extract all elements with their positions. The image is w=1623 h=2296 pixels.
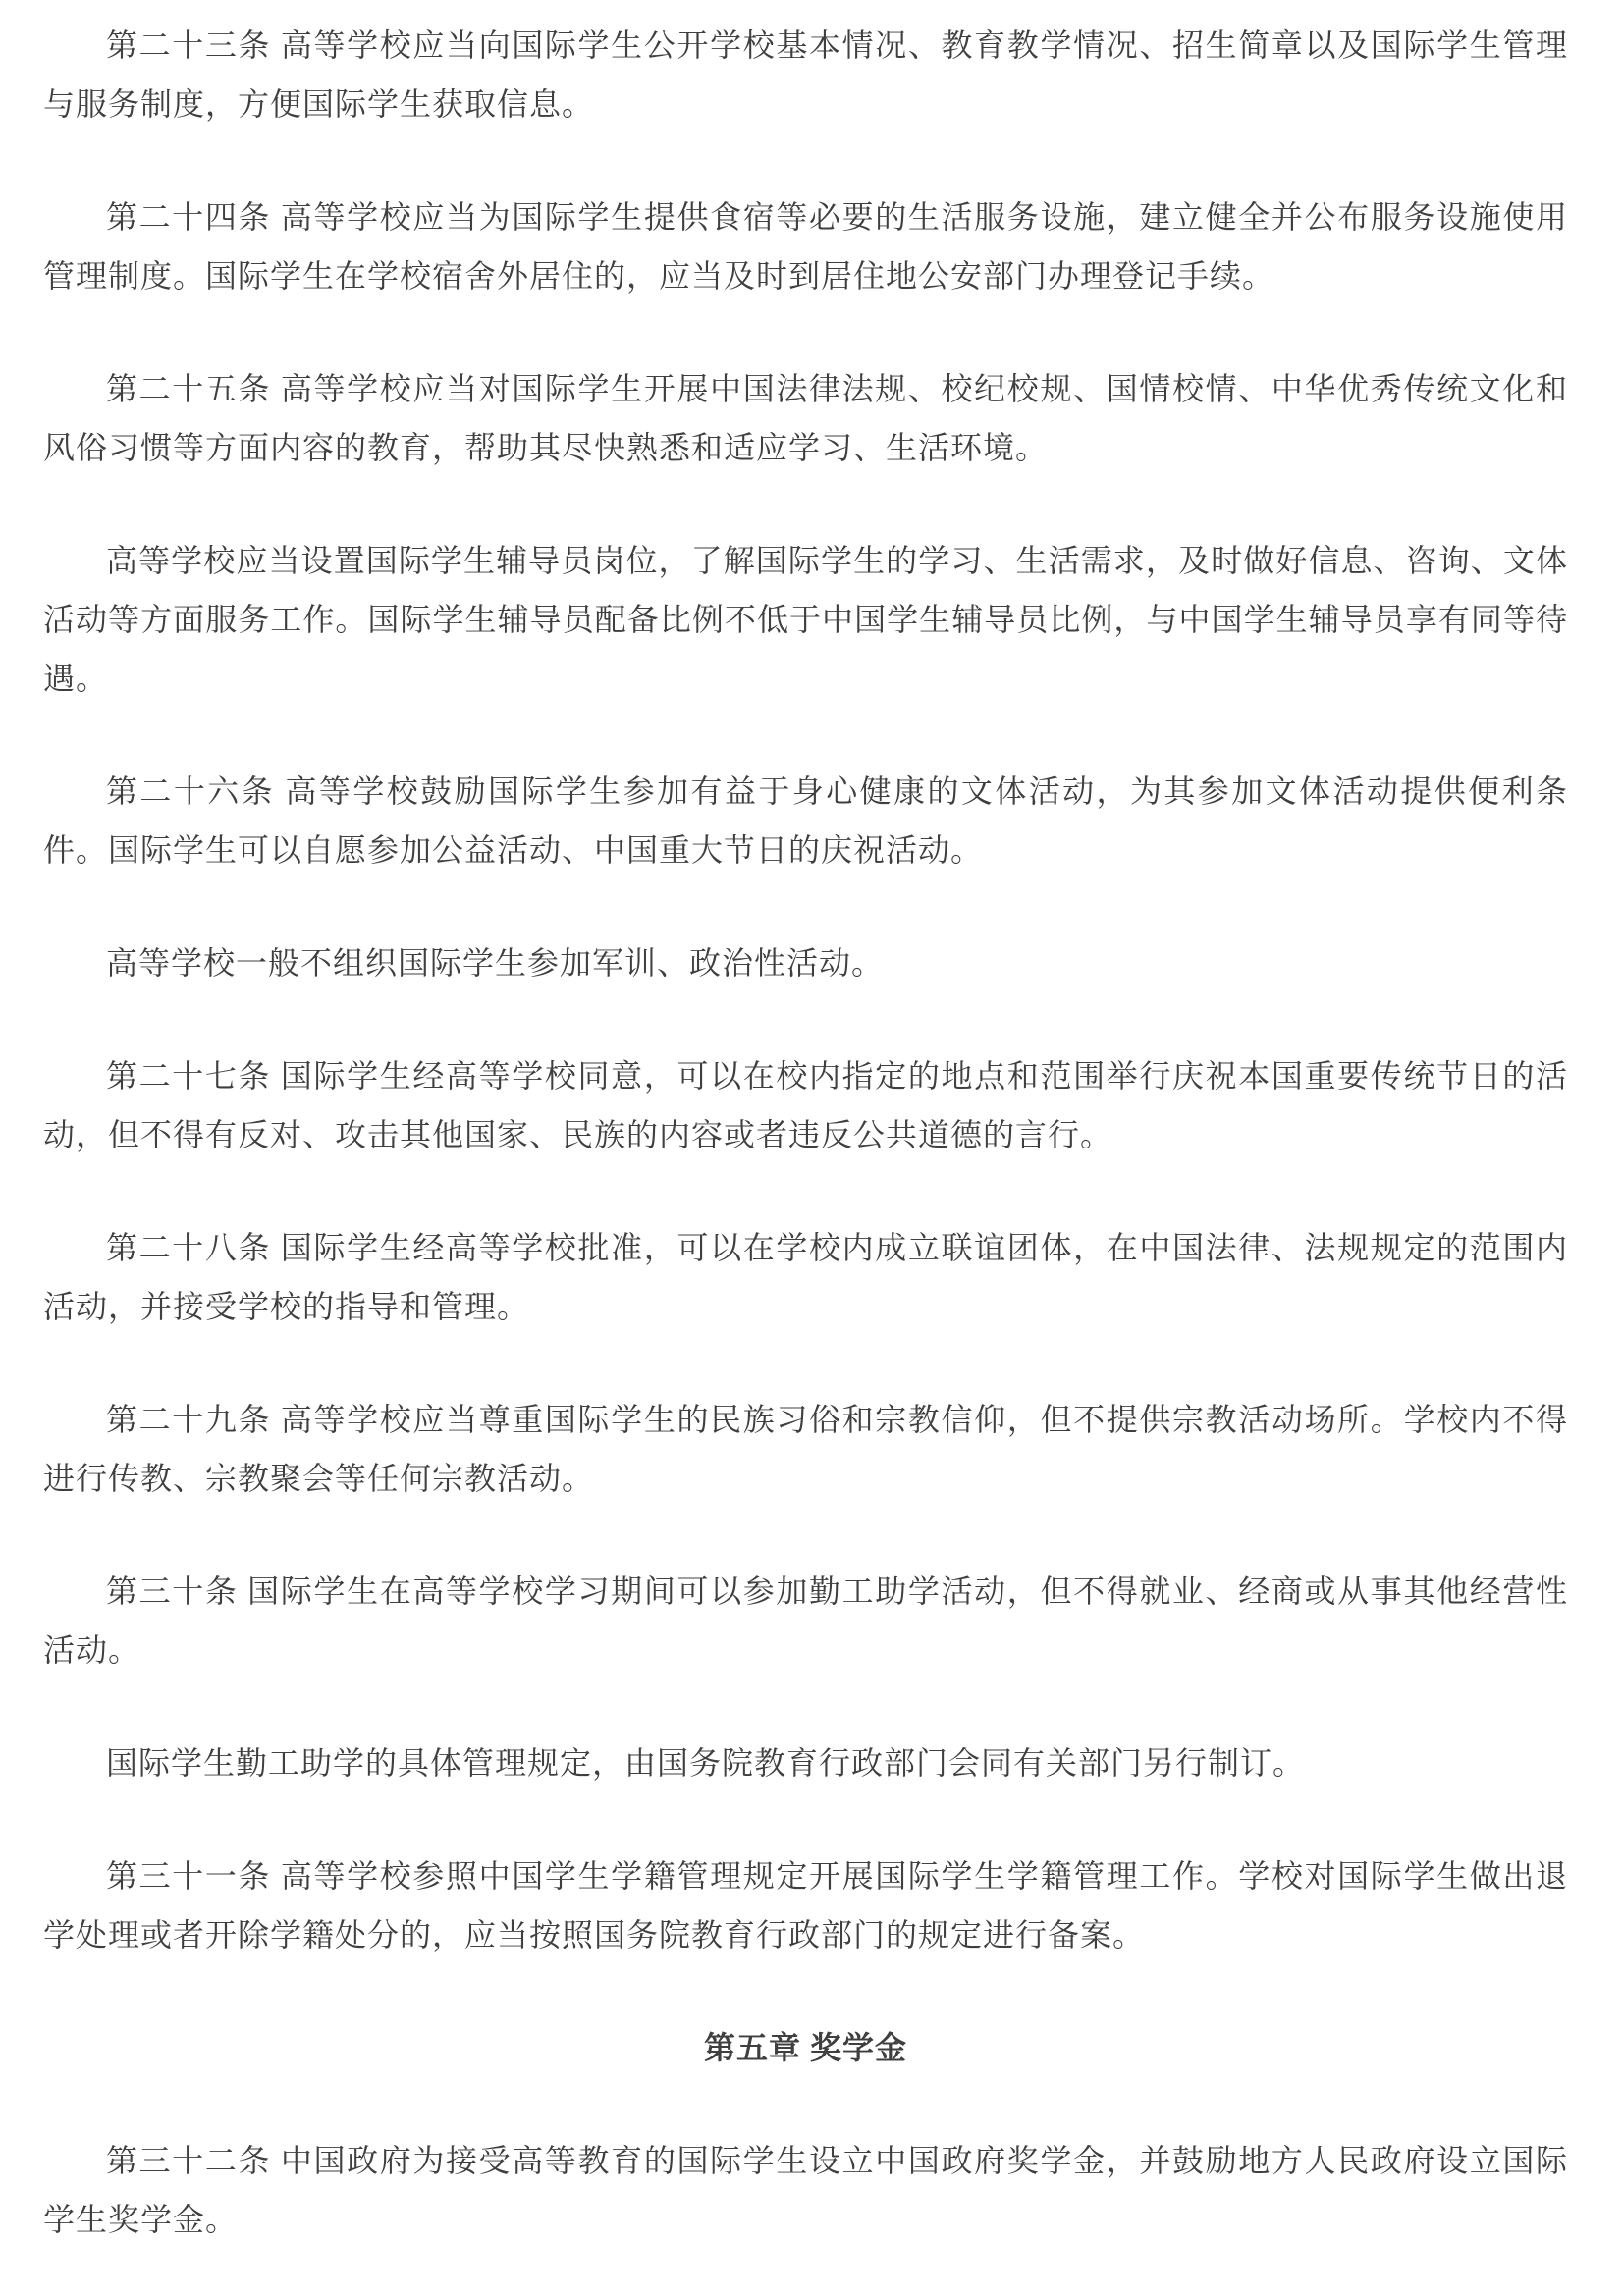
chapter-5-heading: 第五章 奖学金: [703, 2030, 907, 2065]
paragraph-article-28: 第二十八条 国际学生经高等学校批准，可以在学校内成立联谊团体，在中国法律、法规规定的范围内活动，并接受学校的指导和管理。: [43, 1230, 1568, 1324]
paragraph-article-31: 第三十一条 高等学校参照中国学生学籍管理规定开展国际学生学籍管理工作。学校对国际学生做出退学处理或者开除学籍处分的，应当按照国务院教育行政部门的规定进行备案。: [43, 1858, 1568, 1952]
paragraph-article-29: 第二十九条 高等学校应当尊重国际学生的民族习俗和宗教信仰，但不提供宗教活动场所。学校内不得进行传教、宗教聚会等任何宗教活动。: [43, 1402, 1568, 1496]
paragraph-article-23: 第二十三条 高等学校应当向国际学生公开学校基本情况、教育教学情况、招生简章以及国际学生管理与服务制度，方便国际学生获取信息。: [43, 27, 1568, 122]
paragraph-article-26-2: 高等学校一般不组织国际学生参加军训、政治性活动。: [106, 945, 885, 981]
paragraph-article-26: 第二十六条 高等学校鼓励国际学生参加有益于身心健康的文体活动，为其参加文体活动提供便利条件。国际学生可以自愿参加公益活动、中国重大节日的庆祝活动。: [43, 774, 1568, 868]
paragraph-article-25-2: 高等学校应当设置国际学生辅导员岗位，了解国际学生的学习、生活需求，及时做好信息、咨询、文体活动等方面服务工作。国际学生辅导员配备比例不低于中国学生辅导员比例，与中国学生辅导员享有同等待遇。: [43, 543, 1568, 696]
paragraph-article-27: 第二十七条 国际学生经高等学校同意，可以在校内指定的地点和范围举行庆祝本国重要传统节日的活动，但不得有反对、攻击其他国家、民族的内容或者违反公共道德的言行。: [43, 1058, 1568, 1152]
paragraph-article-30-2: 国际学生勤工助学的具体管理规定，由国务院教育行政部门会同有关部门另行制订。: [106, 1745, 1306, 1781]
paragraph-article-32: 第三十二条 中国政府为接受高等教育的国际学生设立中国政府奖学金，并鼓励地方人民政府设立国际学生奖学金。: [43, 2143, 1568, 2237]
paragraph-article-30: 第三十条 国际学生在高等学校学习期间可以参加勤工助学活动，但不得就业、经商或从事其他经营性活动。: [43, 1574, 1568, 1668]
paragraph-article-25: 第二十五条 高等学校应当对国际学生开展中国法律法规、校纪校规、国情校情、中华优秀传统文化和风俗习惯等方面内容的教育，帮助其尽快熟悉和适应学习、生活环境。: [43, 371, 1568, 465]
paragraph-article-24: 第二十四条 高等学校应当为国际学生提供食宿等必要的生活服务设施，建立健全并公布服务设施使用管理制度。国际学生在学校宿舍外居住的，应当及时到居住地公安部门办理登记手续。: [43, 199, 1568, 294]
